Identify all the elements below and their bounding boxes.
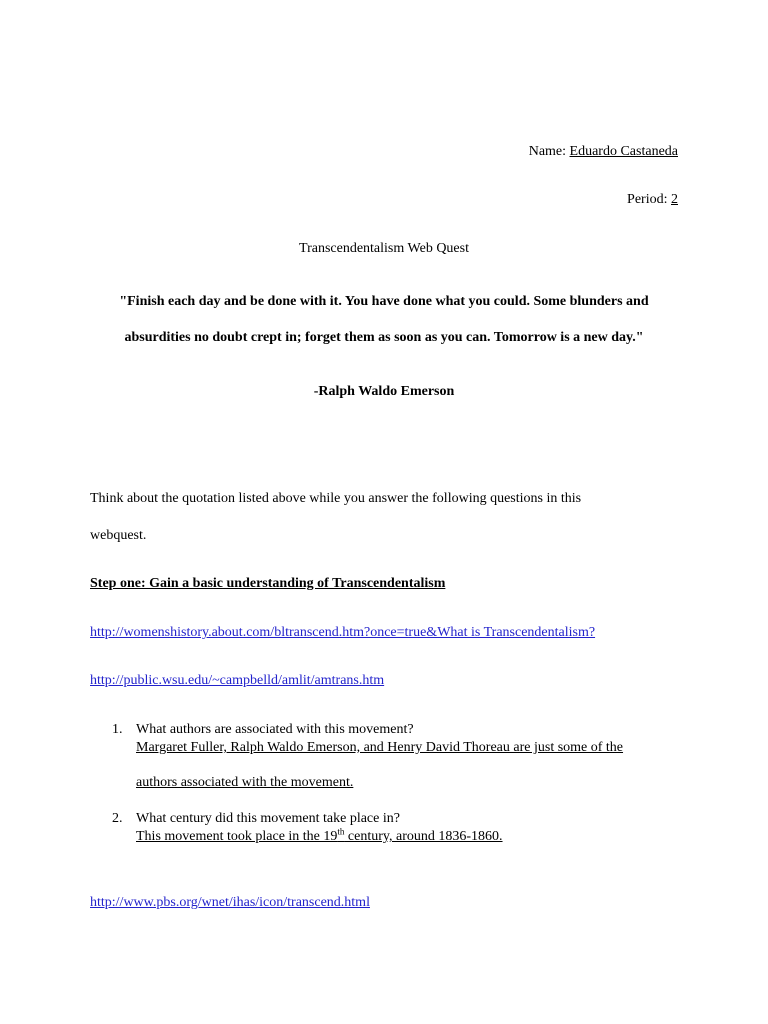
document-title: Transcendentalism Web Quest — [299, 241, 469, 256]
name-label: Name: — [528, 144, 567, 159]
question-1-text: What authors are associated with this movement? — [136, 722, 414, 737]
link-wsu-amtrans[interactable]: http://public.wsu.edu/~campbelld/amlit/amtrans.htm — [90, 673, 385, 688]
question-2-number: 2. — [112, 811, 123, 826]
link-womenshistory[interactable]: http://womenshistory.about.com/bltranscend.htm?once=true&What is Transcendentalism? — [90, 625, 596, 640]
question-2-text: What century did this movement take place in? — [136, 811, 400, 826]
period-line — [627, 191, 678, 209]
link-pbs-transcend[interactable]: http://www.pbs.org/wnet/ihas/icon/transcend.html — [90, 895, 370, 910]
quote-line-1: "Finish each day and be done with it. You have done what you could. Some blunders and — [119, 294, 649, 309]
question-1-number: 1. — [112, 722, 123, 737]
quote-attribution: -Ralph Waldo Emerson — [313, 384, 455, 399]
intro-line-2: webquest. — [90, 528, 147, 543]
name-value: Eduardo Castaneda — [569, 144, 678, 159]
period-label: Period: — [627, 192, 668, 207]
quote-line-2: absurdities no doubt crept in; forget them as soon as you can. Tomorrow is a new day." — [124, 330, 644, 345]
question-2-answer-post: century, around 1836-1860. — [344, 829, 503, 844]
period-value: 2 — [671, 192, 678, 207]
name-line — [529, 143, 678, 161]
step-one-heading: Step one: Gain a basic understanding of Transcendentalism — [90, 576, 446, 591]
question-1-answer-line-1: Margaret Fuller, Ralph Waldo Emerson, and Henry David Thoreau are just some of the — [136, 740, 624, 755]
question-2-answer-pre: This movement took place in the 19 — [136, 829, 338, 844]
question-2-answer-sup: th — [337, 826, 345, 837]
question-2-answer — [136, 828, 503, 846]
intro-line-1: Think about the quotation listed above while you answer the following questions in this — [90, 491, 582, 506]
question-1-answer-line-2: authors associated with the movement. — [136, 775, 354, 790]
